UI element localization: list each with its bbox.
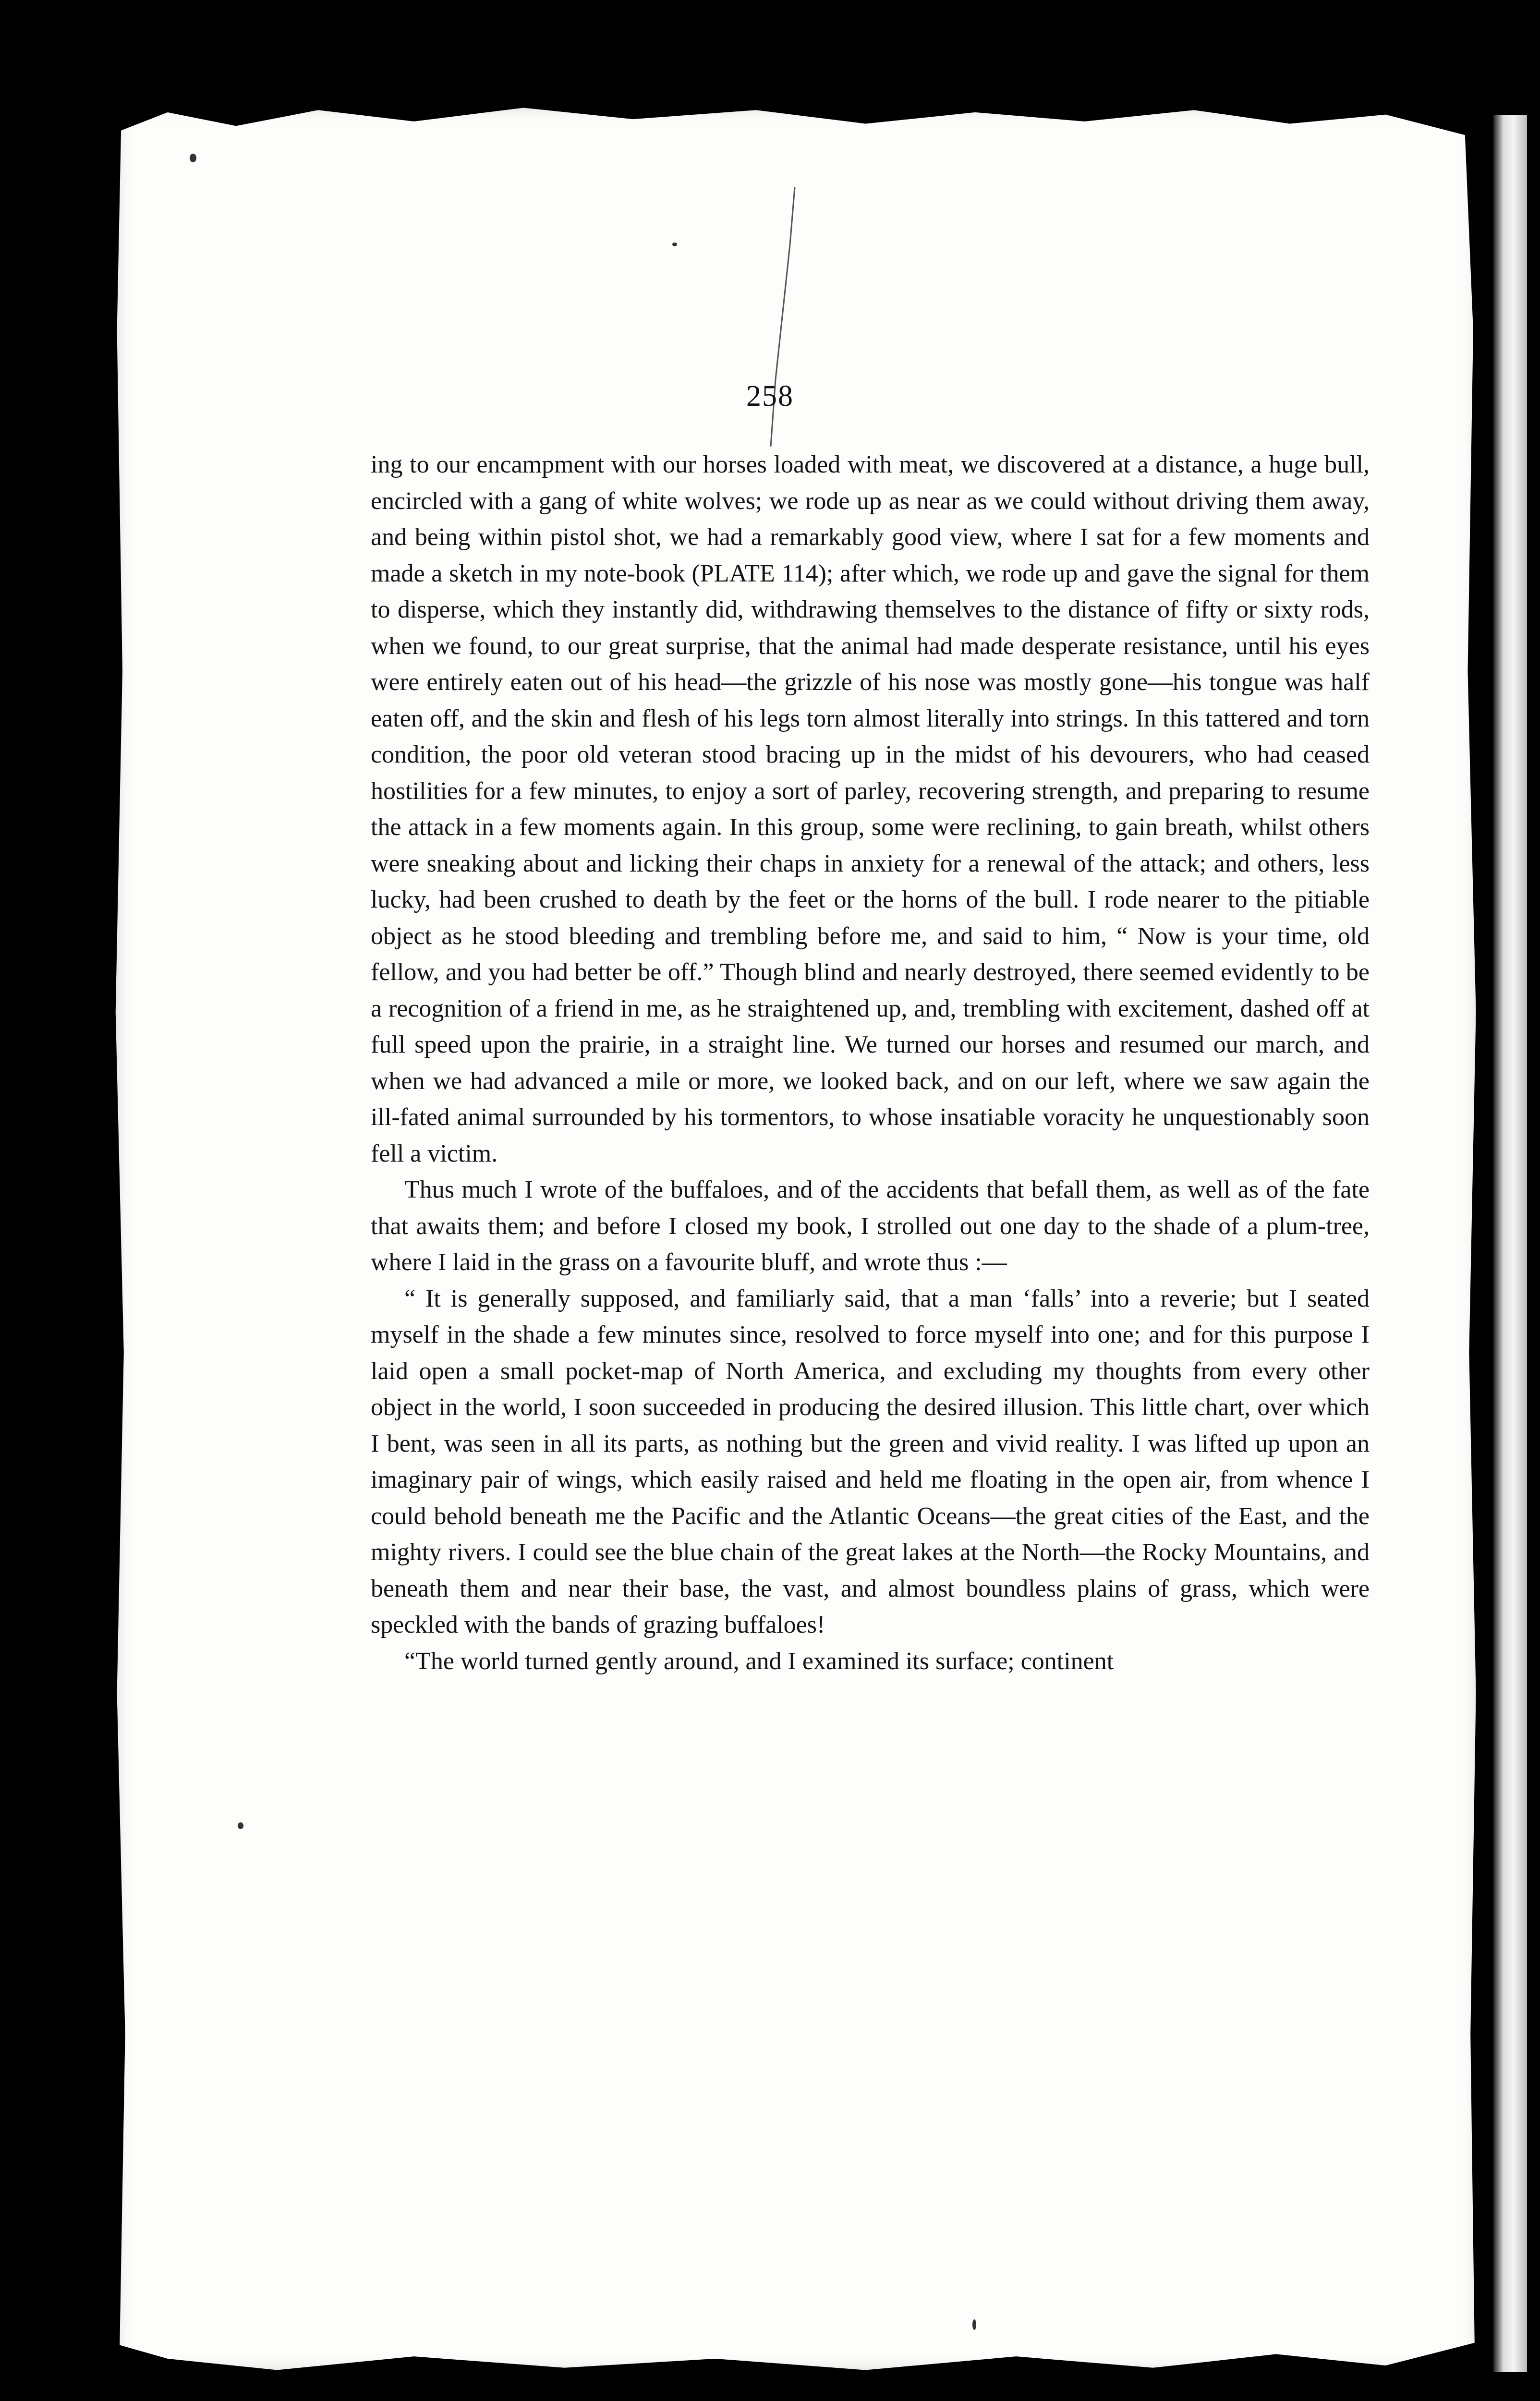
paragraph: “ It is generally supposed, and familiarly said, that a man ‘falls’ into a reverie; but I seated myself in the shade a few minutes since, resolved to force myself into one; and for this purpose I laid open a small pocket-map of North America, and excluding my thoughts from every other object in the world, I soon succeeded in producing the desired illusion. This little chart, over which I bent, was seen in all its parts, as nothing but the green and vivid reality. I was lifted up upon an imaginary pair of wings, which easily raised and held me floating in the open air, from whence I could behold beneath me the Pacific and the Atlantic Oceans—the great cities of the East, and the mighty rivers. I could see the blue chain of the great lakes at the North—the Rocky Mountains, and beneath them and near their base, the vast, and almost boundless plains of grass, which were speckled with the bands of grazing buffaloes! [371, 1285, 1370, 1638]
adjacent-page-edge [1493, 115, 1527, 2372]
ink-speck [238, 1822, 243, 1829]
paragraph: Thus much I wrote of the buffaloes, and of the accidents that befall them, as well as of the fate that awaits them; and before I closed my book, I strolled out one day to the shade of a plum-tree, where I laid in the grass on a favourite bluff, and wrote thus :— [371, 1176, 1370, 1276]
ink-speck [672, 243, 677, 246]
ink-speck [190, 154, 196, 162]
paragraph: ing to our encampment with our horses loaded with meat, we discovered at a distance, a huge bull, encircled with a gang of white wolves; we rode up as near as we could without driving them away, and being within pistol shot, we had a remarkably good view, where I sat for a few moments and made a sketch in my note-book (PLATE 114); after which, we rode up and gave the signal for them to disperse, which they instantly did, withdrawing themselves to the distance of fifty or sixty rods, when we found, to our great surprise, that the animal had made desperate resistance, until his eyes were entirely eaten out of his head—the grizzle of his nose was mostly gone—his tongue was half eaten off, and the skin and flesh of his legs torn almost literally into strings. In this tattered and torn condition, the poor old veteran stood bracing up in the midst of his devourers, who had ceased hostilities for a few minutes, to enjoy a sort of parley, recovering strength, and preparing to resume the attack in a few moments again. In this group, some were reclining, to gain breath, whilst others were sneaking about and licking their chaps in anxiety for a renewal of the attack; and others, less lucky, had been crushed to death by the feet or the horns of the bull. I rode nearer to the pitiable object as he stood bleeding and trembling before me, and said to him, “ Now is your time, old fellow, and you had better be off.” Though blind and nearly destroyed, there seemed evidently to be a recognition of a friend in me, as he straightened up, and, trembling with excitement, dashed off at full speed upon the prairie, in a straight line. We turned our horses and resumed our march, and when we had advanced a mile or more, we looked back, and on our left, where we saw again the ill-fated animal surrounded by his tormentors, to whose insatiable voracity he unquestionably soon fell a victim. [371, 451, 1370, 1167]
body-text [371, 447, 1370, 1679]
paragraph: “The world turned gently around, and I examined its surface; continent [404, 1647, 1114, 1675]
ink-speck [972, 2319, 976, 2330]
page-number: 258 [746, 380, 794, 412]
